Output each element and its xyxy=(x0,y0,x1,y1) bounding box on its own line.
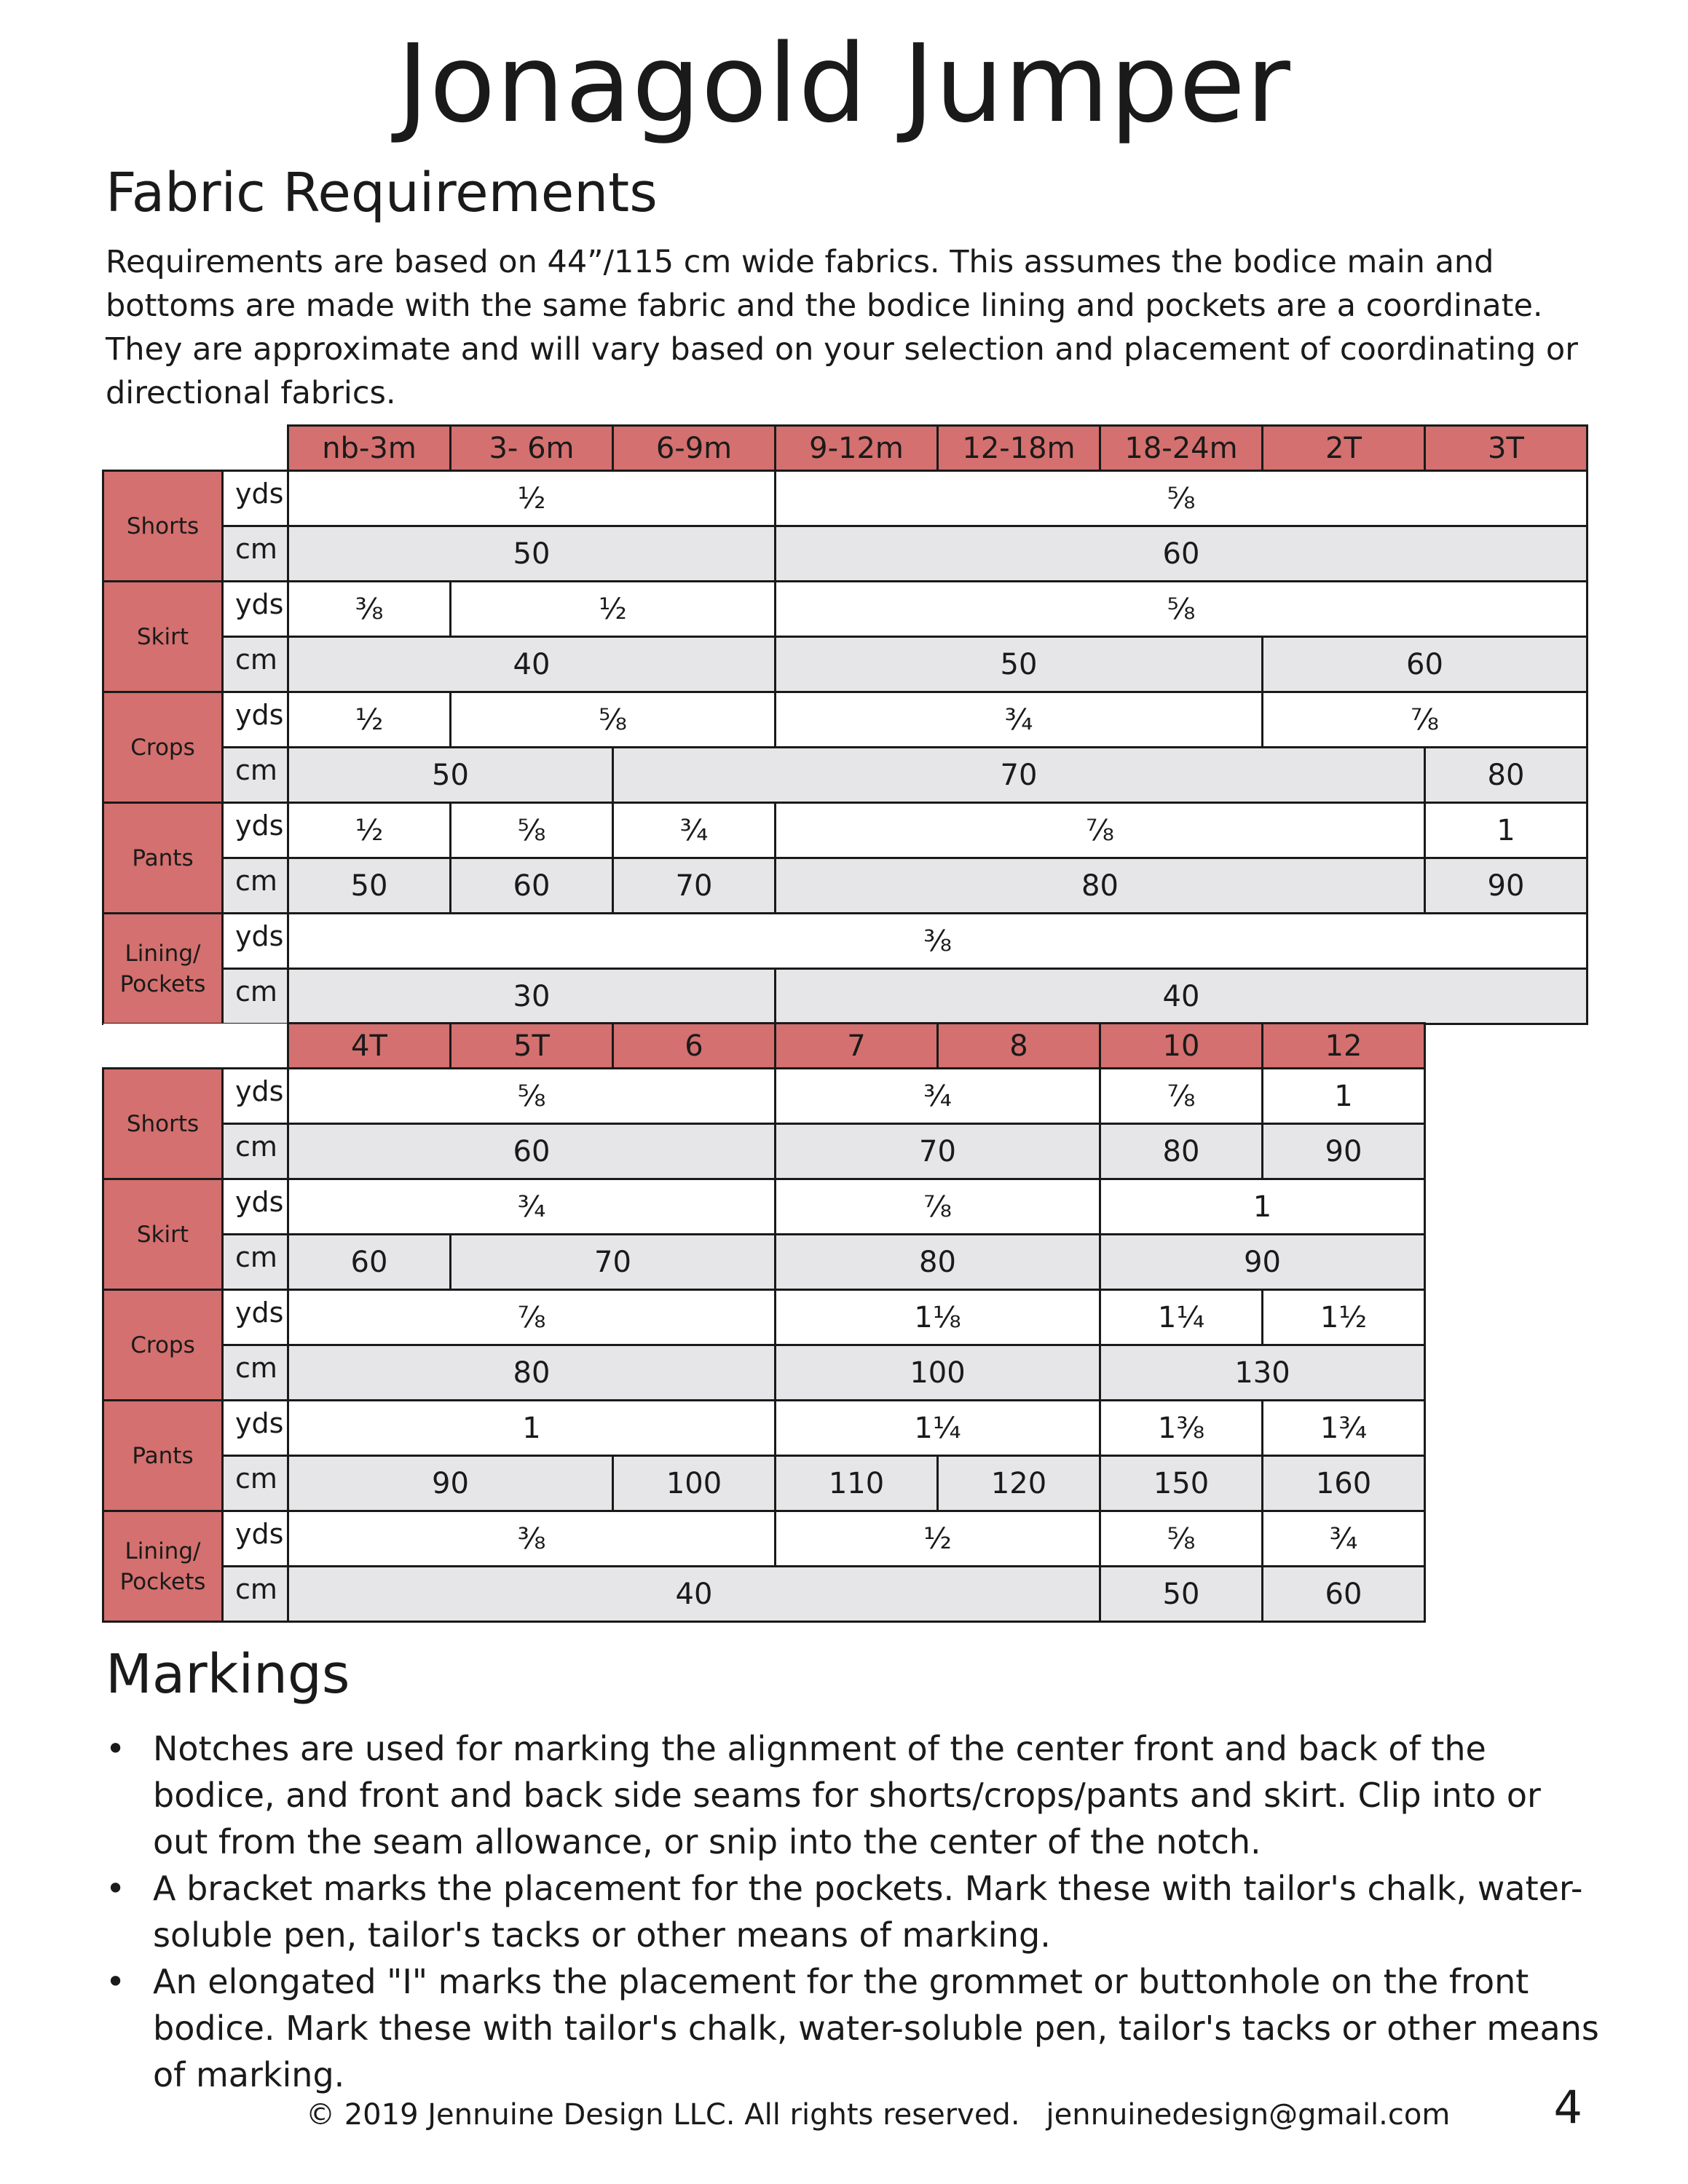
markings-list xyxy=(106,1725,1606,2098)
size-header: 7 xyxy=(776,1024,938,1069)
fabric-row-cm xyxy=(103,1345,1425,1401)
fabric-row-yds xyxy=(103,914,1588,969)
fabric-row-yds xyxy=(103,692,1588,748)
marking-item-notches xyxy=(106,1725,1606,1865)
marking-text: Notches are used for marking the alignment of the center front and back of the bodice, and front and back side seams for shorts/crops/pants and skirt. Clip into or out from the seam allowance, or snip into the center of the notch. xyxy=(153,1729,1541,1861)
amount-cell: 70 xyxy=(613,748,1425,803)
amount-cell: 60 xyxy=(1263,637,1588,692)
size-header: 12 xyxy=(1263,1024,1425,1069)
marking-item-bracket xyxy=(106,1865,1606,1958)
amount-cell: ½ xyxy=(451,582,776,637)
header-spacer xyxy=(103,1024,288,1069)
unit-label: yds xyxy=(223,1069,288,1124)
amount-cell: 50 xyxy=(1100,1567,1263,1622)
amount-cell: ⅞ xyxy=(776,803,1425,858)
amount-cell: 80 xyxy=(288,1345,776,1401)
size-header: 9-12m xyxy=(776,426,938,471)
contact-email: jennuinedesign@gmail.com xyxy=(1046,2098,1451,2132)
unit-label: cm xyxy=(223,1124,288,1179)
amount-cell: 70 xyxy=(613,858,776,914)
fabric-row-yds xyxy=(103,582,1588,637)
amount-cell: 100 xyxy=(613,1456,776,1511)
fabric-type-label: Shorts xyxy=(103,1069,223,1179)
amount-cell: 80 xyxy=(776,858,1425,914)
copyright-text: © 2019 Jennuine Design LLC. All rights reserved. xyxy=(306,2098,1020,2132)
unit-label: cm xyxy=(223,1345,288,1401)
fabric-row-yds xyxy=(103,1179,1425,1235)
marking-text: A bracket marks the placement for the pockets. Mark these with tailor's chalk, water-soluble pen, tailor's tacks or other means of marking. xyxy=(153,1869,1583,1955)
amount-cell: 1⅜ xyxy=(1100,1401,1263,1456)
fabric-row-cm xyxy=(103,1456,1425,1511)
fabric-type-label: Pants xyxy=(103,803,223,914)
unit-label: yds xyxy=(223,471,288,526)
size-header: 6 xyxy=(613,1024,776,1069)
fabric-type-label: Pants xyxy=(103,1401,223,1511)
unit-label: cm xyxy=(223,526,288,582)
size-header: 3T xyxy=(1425,426,1588,471)
page-number: 4 xyxy=(1553,2081,1582,2134)
amount-cell: 90 xyxy=(288,1456,613,1511)
size-header-row xyxy=(103,426,1588,471)
page-title: Jonagold Jumper xyxy=(397,21,1291,146)
amount-cell: ½ xyxy=(288,471,776,526)
amount-cell: ¾ xyxy=(1263,1511,1425,1567)
fabric-row-cm xyxy=(103,858,1588,914)
fabric-row-yds xyxy=(103,803,1588,858)
amount-cell: 30 xyxy=(288,969,776,1024)
amount-cell: ½ xyxy=(288,803,451,858)
amount-cell: 1 xyxy=(1100,1179,1425,1235)
unit-label: yds xyxy=(223,914,288,969)
amount-cell: 90 xyxy=(1100,1235,1425,1290)
amount-cell: 50 xyxy=(288,748,613,803)
bullet-icon: • xyxy=(106,1869,126,1908)
unit-label: cm xyxy=(223,637,288,692)
unit-label: yds xyxy=(223,1511,288,1567)
marking-text: An elongated "I" marks the placement for the grommet or buttonhole on the front bodice. Mark these with tailor's chalk, water-soluble pen, tailor's tacks or other means of marking. xyxy=(153,1962,1599,2094)
amount-cell: ⅜ xyxy=(288,582,451,637)
amount-cell: ½ xyxy=(288,692,451,748)
amount-cell: 1¼ xyxy=(1100,1290,1263,1345)
amount-cell: 150 xyxy=(1100,1456,1263,1511)
unit-label: yds xyxy=(223,1179,288,1235)
fabric-type-label: Shorts xyxy=(103,471,223,582)
unit-label: yds xyxy=(223,1401,288,1456)
amount-cell: ⅜ xyxy=(288,914,1588,969)
size-header: 12-18m xyxy=(938,426,1100,471)
bullet-icon: • xyxy=(106,1962,126,2001)
size-header: 2T xyxy=(1263,426,1425,471)
amount-cell: 60 xyxy=(1263,1567,1425,1622)
bullet-icon: • xyxy=(106,1729,126,1768)
amount-cell: ½ xyxy=(776,1511,1100,1567)
amount-cell: ⅝ xyxy=(1100,1511,1263,1567)
amount-cell: 50 xyxy=(776,637,1263,692)
amount-cell: 40 xyxy=(288,1567,1100,1622)
amount-cell: 1 xyxy=(1263,1069,1425,1124)
fabric-type-label: Lining/ Pockets xyxy=(103,1511,223,1622)
amount-cell: 60 xyxy=(288,1124,776,1179)
amount-cell: 1 xyxy=(1425,803,1588,858)
unit-label: yds xyxy=(223,803,288,858)
amount-cell: ⅝ xyxy=(451,692,776,748)
amount-cell: ¾ xyxy=(776,692,1263,748)
amount-cell: 60 xyxy=(776,526,1588,582)
fabric-type-label: Crops xyxy=(103,692,223,803)
amount-cell: ¾ xyxy=(613,803,776,858)
amount-cell: ⅞ xyxy=(776,1179,1100,1235)
amount-cell: ¾ xyxy=(776,1069,1100,1124)
amount-cell: 60 xyxy=(451,858,613,914)
fabric-row-cm xyxy=(103,1567,1425,1622)
fabric-row-yds xyxy=(103,1290,1425,1345)
amount-cell: 60 xyxy=(288,1235,451,1290)
amount-cell: 100 xyxy=(776,1345,1100,1401)
amount-cell: 80 xyxy=(776,1235,1100,1290)
unit-label: yds xyxy=(223,692,288,748)
unit-label: cm xyxy=(223,1456,288,1511)
fabric-requirements-intro: Requirements are based on 44”/115 cm wide fabrics. This assumes the bodice main and bottoms are made with the same fabric and the bodice lining and pockets are a coordinate. They are approximate and will vary based on your selection and placement of coordinating or directional fabrics. xyxy=(106,244,1578,411)
amount-cell: ⅝ xyxy=(776,471,1588,526)
amount-cell: 1½ xyxy=(1263,1290,1425,1345)
size-header: 10 xyxy=(1100,1024,1263,1069)
amount-cell: 40 xyxy=(776,969,1588,1024)
fabric-row-yds xyxy=(103,1069,1425,1124)
amount-cell: 1 xyxy=(288,1401,776,1456)
amount-cell: 80 xyxy=(1100,1124,1263,1179)
amount-cell: 90 xyxy=(1263,1124,1425,1179)
size-header-row xyxy=(103,1024,1425,1069)
fabric-row-yds xyxy=(103,471,1588,526)
amount-cell: ⅞ xyxy=(1263,692,1588,748)
amount-cell: 70 xyxy=(451,1235,776,1290)
amount-cell: 80 xyxy=(1425,748,1588,803)
fabric-type-label: Lining/ Pockets xyxy=(103,914,223,1024)
fabric-row-cm xyxy=(103,637,1588,692)
size-header: 8 xyxy=(938,1024,1100,1069)
amount-cell: ⅞ xyxy=(288,1290,776,1345)
marking-item-grommet xyxy=(106,1958,1606,2098)
fabric-type-label: Skirt xyxy=(103,1179,223,1290)
amount-cell: 1¼ xyxy=(776,1401,1100,1456)
fabric-row-yds xyxy=(103,1511,1425,1567)
amount-cell: ⅝ xyxy=(451,803,613,858)
amount-cell: ⅞ xyxy=(1100,1069,1263,1124)
fabric-row-cm xyxy=(103,1124,1425,1179)
markings-heading: Markings xyxy=(106,1643,350,1706)
fabric-row-cm xyxy=(103,748,1588,803)
fabric-type-label: Crops xyxy=(103,1290,223,1401)
fabric-row-yds xyxy=(103,1401,1425,1456)
size-header: 5T xyxy=(451,1024,613,1069)
fabric-row-cm xyxy=(103,969,1588,1024)
size-header: 4T xyxy=(288,1024,451,1069)
unit-label: yds xyxy=(223,1290,288,1345)
amount-cell: 160 xyxy=(1263,1456,1425,1511)
unit-label: cm xyxy=(223,858,288,914)
amount-cell: ⅝ xyxy=(776,582,1588,637)
amount-cell: 90 xyxy=(1425,858,1588,914)
unit-label: yds xyxy=(223,582,288,637)
header-spacer xyxy=(103,426,288,471)
amount-cell: 50 xyxy=(288,858,451,914)
unit-label: cm xyxy=(223,1235,288,1290)
size-header: nb-3m xyxy=(288,426,451,471)
amount-cell: 70 xyxy=(776,1124,1100,1179)
amount-cell: 40 xyxy=(288,637,776,692)
footer xyxy=(306,2097,1450,2133)
amount-cell: 110 xyxy=(776,1456,938,1511)
fabric-requirements-heading: Fabric Requirements xyxy=(106,162,658,224)
fabric-table-child xyxy=(102,1022,1426,1623)
size-header: 18-24m xyxy=(1100,426,1263,471)
unit-label: cm xyxy=(223,748,288,803)
size-header: 3- 6m xyxy=(451,426,613,471)
amount-cell: 50 xyxy=(288,526,776,582)
amount-cell: 1¾ xyxy=(1263,1401,1425,1456)
amount-cell: ⅝ xyxy=(288,1069,776,1124)
amount-cell: 1⅛ xyxy=(776,1290,1100,1345)
fabric-row-cm xyxy=(103,1235,1425,1290)
unit-label: cm xyxy=(223,969,288,1024)
amount-cell: 120 xyxy=(938,1456,1100,1511)
size-header: 6-9m xyxy=(613,426,776,471)
fabric-table-baby-toddler xyxy=(102,424,1588,1025)
fabric-row-cm xyxy=(103,526,1588,582)
amount-cell: ¾ xyxy=(288,1179,776,1235)
amount-cell: 130 xyxy=(1100,1345,1425,1401)
amount-cell: ⅜ xyxy=(288,1511,776,1567)
unit-label: cm xyxy=(223,1567,288,1622)
fabric-type-label: Skirt xyxy=(103,582,223,692)
